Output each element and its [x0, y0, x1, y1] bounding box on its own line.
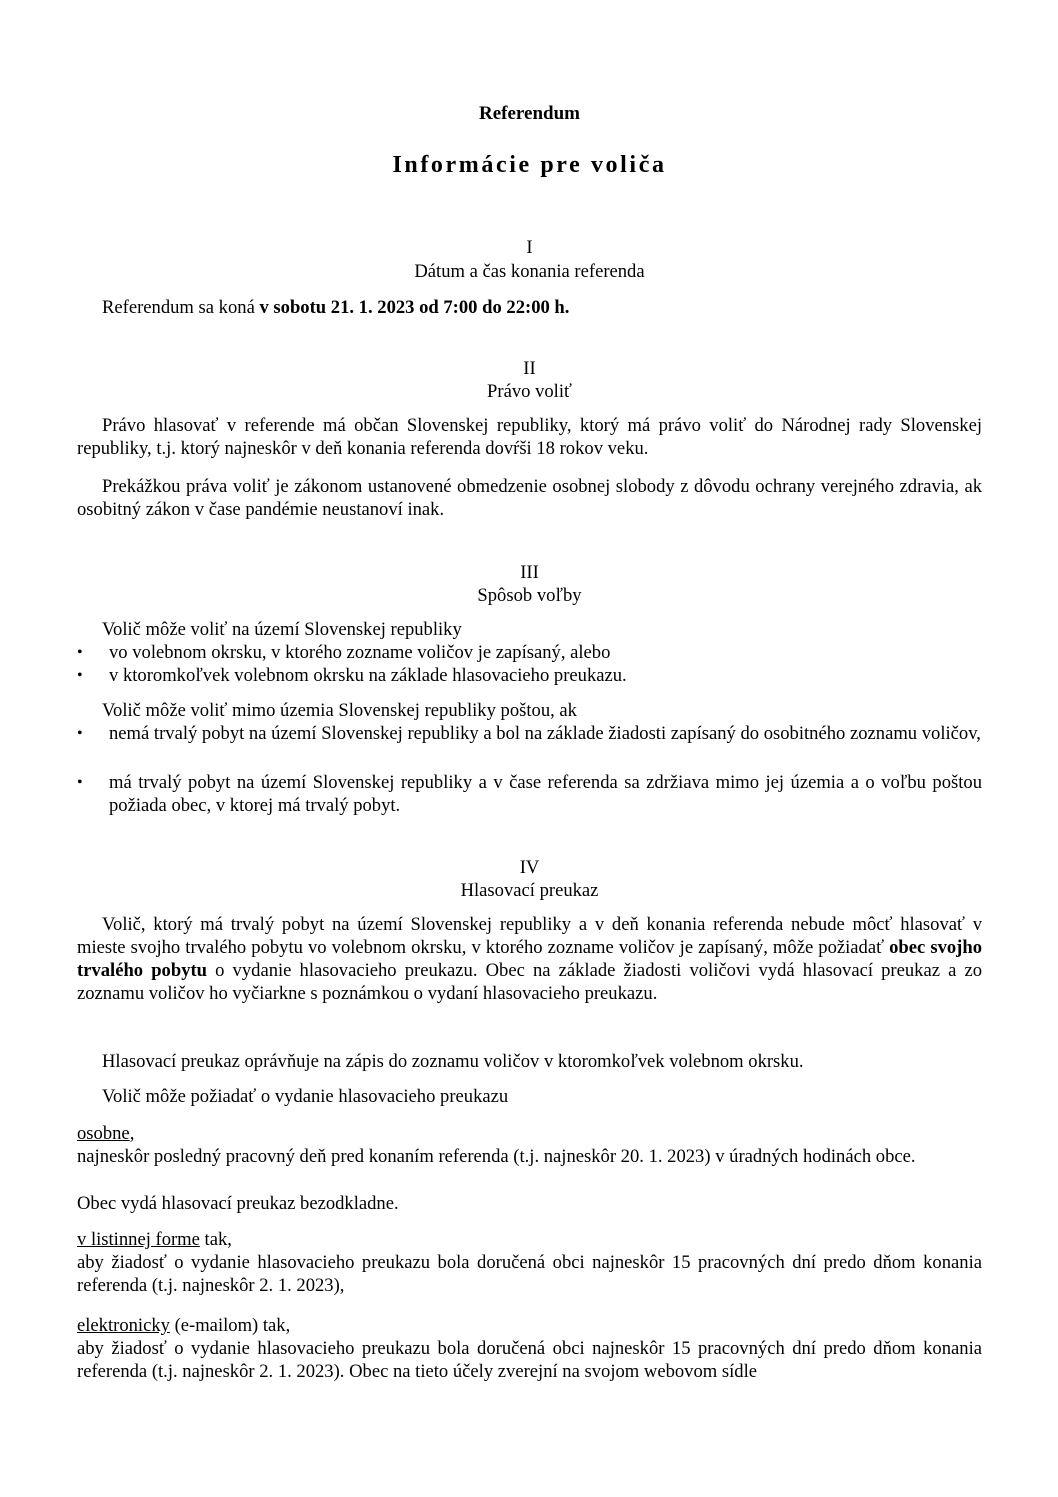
elektronicky-suffix: (e-mailom) tak, [169, 1315, 291, 1336]
list-item-text: v ktoromkoľvek volebnom okrsku na základe hlasovacieho preukazu. [109, 665, 627, 686]
section-2-number: II [523, 358, 536, 379]
elektronicky-text: aby žiadosť o vydanie hlasovacieho preukazu bola doručená obci najneskôr 15 pracovných dní predo dňom konania referenda (t.j. najneskôr 2. 1. 2023). Obec na tieto účely zverejní na svojom webovom sídle [77, 1338, 982, 1382]
section-1-date-time: v sobotu 21. 1. 2023 od 7:00 do 22:00 h. [259, 297, 570, 318]
osobne-text-1: najneskôr posledný pracovný deň pred konaním referenda (t.j. najneskôr 20. 1. 2023) v úradných hodinách obce. [77, 1146, 916, 1167]
section-4-number: IV [519, 857, 540, 878]
listinna-label: v listinnej forme [77, 1229, 200, 1250]
section-3-title: Spôsob voľby [477, 585, 582, 606]
elektronicky-label: elektronicky [77, 1315, 170, 1336]
section-4-paragraph-1 [77, 913, 982, 1005]
section-2-paragraph-1: Právo hlasovať v referende má občan Slovenskej republiky, ktorý má právo voliť do Národnej rady Slovenskej republiky, t.j. ktorý najneskôr v deň konania referenda dovŕši 18 rokov veku. [77, 415, 982, 459]
listinna-suffix: tak, [199, 1229, 232, 1250]
section-4-p1-end: o vydanie hlasovacieho preukazu. Obec na základe žiadosti voličovi vydá hlasovací preukaz a zo zoznamu voličov ho vyčiarkne s poznámkou o vydaní hlasovacieho preukazu. [77, 960, 982, 1004]
section-1-title: Dátum a čas konania referenda [414, 261, 645, 282]
listinna-heading [77, 1228, 982, 1251]
section-2-title: Právo voliť [487, 381, 572, 402]
bullet-icon: • [77, 667, 83, 684]
osobne-heading [77, 1122, 982, 1145]
list-item-text: vo volebnom okrsku, v ktorého zozname voličov je zapísaný, alebo [109, 642, 611, 663]
bullet-icon: • [77, 725, 83, 742]
osobne-label: osobne [77, 1123, 130, 1144]
section-4-paragraph-3: Volič môže požiadať o vydanie hlasovacieho preukazu [102, 1086, 509, 1107]
elektronicky-heading [77, 1314, 982, 1337]
section-4-paragraph-2: Hlasovací preukaz oprávňuje na zápis do zoznamu voličov v ktoromkoľvek volebnom okrsku. [102, 1051, 804, 1072]
osobne-suffix: , [129, 1123, 135, 1144]
listinna-text: aby žiadosť o vydanie hlasovacieho preukazu bola doručená obci najneskôr 15 pracovných dní predo dňom konania referenda (t.j. najneskôr 2. 1. 2023), [77, 1252, 982, 1296]
document-heading: Referendum [479, 103, 580, 124]
section-1-number: I [526, 237, 533, 258]
section-4-p1-bold: obec svojho trvalého pobytu [77, 937, 983, 981]
section-3-number: III [520, 562, 539, 583]
list-item-text: nemá trvalý pobyt na území Slovenskej republiky a bol na základe žiadosti zapísaný do osobitného zoznamu voličov, [109, 723, 981, 744]
section-2-paragraph-2: Prekážkou práva voliť je zákonom ustanovené obmedzenie osobnej slobody z dôvodu ochrany verejného zdravia, ak osobitný zákon v čase pandémie neustanoví inak. [77, 476, 982, 520]
document-subheading: Informácie pre voliča [392, 152, 667, 178]
osobne-text-2: Obec vydá hlasovací preukaz bezodkladne. [77, 1193, 399, 1214]
bullet-icon: • [77, 774, 83, 791]
section-1-text [77, 296, 982, 319]
list-item-text: má trvalý pobyt na území Slovenskej republiky a v čase referenda sa zdržiava mimo jej územia a o voľbu poštou požiada obec, v ktorej má trvalý pobyt. [109, 772, 982, 816]
section-1-text-prefix: Referendum sa koná [102, 297, 260, 318]
bullet-icon: • [77, 644, 83, 661]
section-3-intro-1: Volič môže voliť na území Slovenskej republiky [102, 619, 462, 640]
section-3-intro-2: Volič môže voliť mimo územia Slovenskej republiky poštou, ak [102, 700, 577, 721]
section-4-p1-start: Volič, ktorý má trvalý pobyt na území Slovenskej republiky a v deň konania referenda nebude môcť hlasovať v mieste svojho trvalého pobytu vo volebnom okrsku, v ktorého zozname voličov je zapísaný, môže požiadať [77, 914, 982, 958]
section-4-title: Hlasovací preukaz [460, 880, 599, 901]
